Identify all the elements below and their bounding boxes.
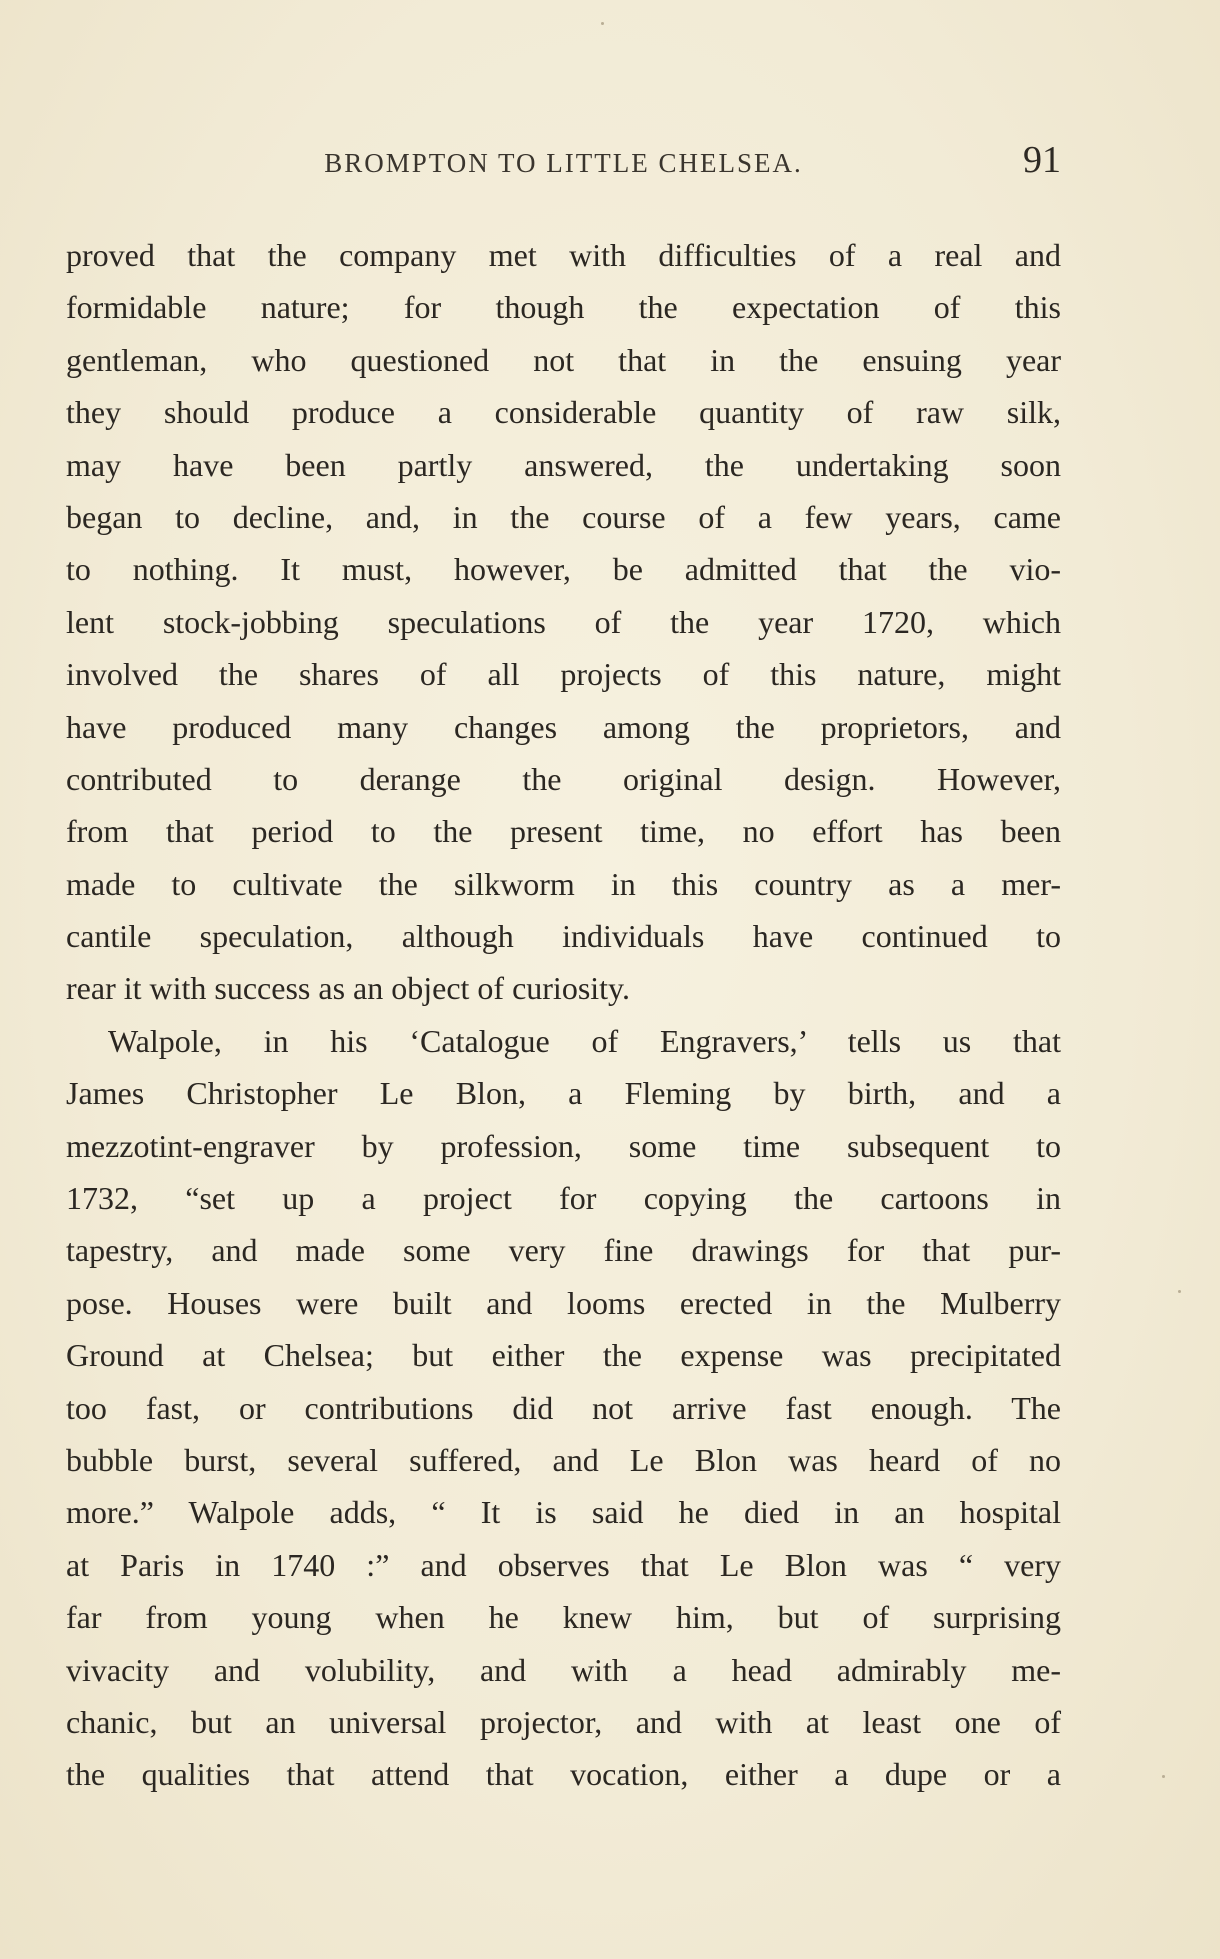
text-line: from that period to the present time, no effort has been [66,813,1061,850]
text-line: chanic, but an universal projector, and with at least one of [66,1703,1061,1740]
text-line: lent stock-jobbing speculations of the year 1720, which [66,603,1061,640]
text-line: proved that the company met with difficulties of a real and [66,237,1061,273]
text-line-paragraph-start: Walpole, in his ‘Catalogue of Engravers,’ tells us that [108,1022,1061,1059]
text-line: the qualities that attend that vocation, either a dupe or a [66,1756,1061,1793]
text-line: pose. Houses were built and looms erected in the Mulberry [66,1284,1061,1321]
text-line: bubble burst, several suffered, and Le Blon was heard of no [66,1441,1061,1478]
text-line: cantile speculation, although individuals have continued to [66,918,1061,955]
text-line: formidable nature; for though the expectation of this [66,289,1061,326]
text-line: James Christopher Le Blon, a Fleming by birth, and a [66,1075,1061,1112]
running-head [66,138,1061,188]
text-line: mezzotint-engraver by profession, some time subsequent to [66,1127,1061,1164]
paper-speck [601,22,604,25]
text-line: made to cultivate the silkworm in this country as a mer- [66,865,1061,902]
text-line: too fast, or contributions did not arrive fast enough. The [66,1389,1061,1426]
text-line: involved the shares of all projects of this nature, might [66,656,1061,693]
text-line: began to decline, and, in the course of a few years, came [66,498,1061,535]
text-line: tapestry, and made some very fine drawings for that pur- [66,1232,1061,1269]
paper-speck [1178,1290,1181,1293]
text-line: more.” Walpole adds, “ It is said he died in an hospital [66,1494,1061,1531]
text-line: may have been partly answered, the undertaking soon [66,446,1061,483]
page-number: 91 [1023,139,1061,181]
paper-speck [1162,1775,1165,1778]
text-line: vivacity and volubility, and with a head admirably me- [66,1651,1061,1688]
text-line: contributed to derange the original design. However, [66,760,1061,797]
text-line: 1732, “set up a project for copying the cartoons in [66,1180,1061,1217]
text-line: to nothing. It must, however, be admitted that the vio- [66,551,1061,588]
text-line: far from young when he knew him, but of surprising [66,1599,1061,1636]
text-line: Ground at Chelsea; but either the expense was precipitated [66,1337,1061,1374]
text-line: gentleman, who questioned not that in the ensuing year [66,341,1061,378]
text-line: at Paris in 1740 :” and observes that Le Blon was “ very [66,1546,1061,1583]
running-title: BROMPTON TO LITTLE CHELSEA. [324,148,803,178]
body-text [66,229,1061,1801]
text-line-paragraph-end: rear it with success as an object of curiosity. [66,970,630,1007]
text-line: they should produce a considerable quantity of raw silk, [66,394,1061,431]
text-line: have produced many changes among the proprietors, and [66,708,1061,745]
